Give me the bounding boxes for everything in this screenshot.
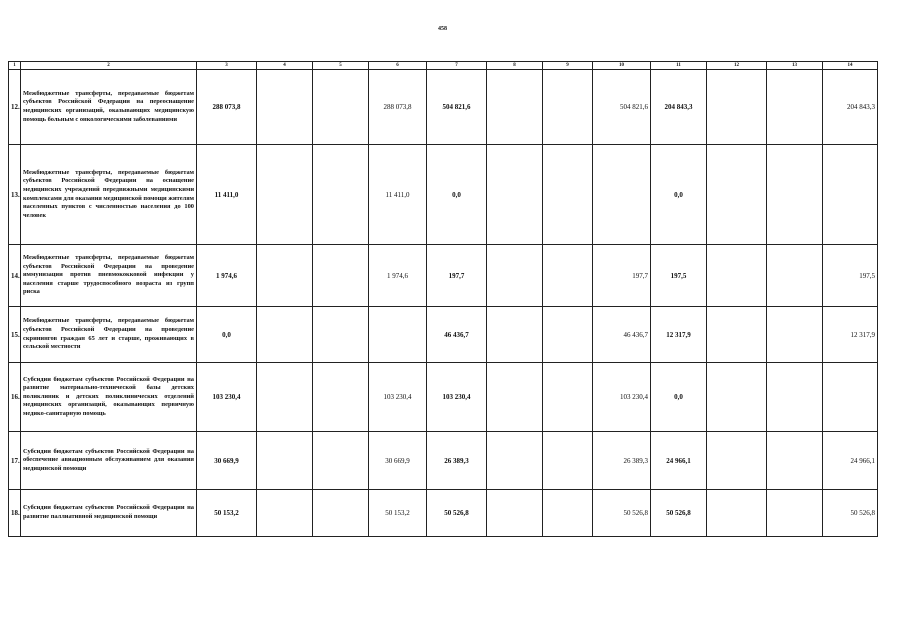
cell-col3: 11 411,0 xyxy=(197,145,257,245)
column-header: 5 xyxy=(313,62,369,70)
cell-col12 xyxy=(707,432,767,490)
cell-col11: 204 843,3 xyxy=(651,70,707,145)
row-description: Субсидии бюджетам субъектов Российской Федерации на развитие паллиативной медицинской помощи xyxy=(21,490,197,537)
cell-col10: 504 821,6 xyxy=(593,70,651,145)
cell-col5 xyxy=(313,363,369,432)
cell-col14 xyxy=(823,145,878,245)
cell-col9 xyxy=(543,70,593,145)
cell-col8 xyxy=(487,245,543,307)
cell-col9 xyxy=(543,363,593,432)
cell-col6: 103 230,4 xyxy=(369,363,427,432)
cell-col3: 1 974,6 xyxy=(197,245,257,307)
cell-col10 xyxy=(593,145,651,245)
cell-col3: 30 669,9 xyxy=(197,432,257,490)
cell-col6: 30 669,9 xyxy=(369,432,427,490)
cell-col14 xyxy=(823,363,878,432)
cell-col5 xyxy=(313,145,369,245)
cell-col8 xyxy=(487,490,543,537)
cell-col7: 0,0 xyxy=(427,145,487,245)
table-row xyxy=(9,145,878,245)
cell-col3: 0,0 xyxy=(197,307,257,363)
cell-col11: 0,0 xyxy=(651,145,707,245)
column-header: 3 xyxy=(197,62,257,70)
column-header: 9 xyxy=(543,62,593,70)
cell-col10: 197,7 xyxy=(593,245,651,307)
cell-col9 xyxy=(543,432,593,490)
column-header: 11 xyxy=(651,62,707,70)
cell-col10: 50 526,8 xyxy=(593,490,651,537)
cell-col5 xyxy=(313,432,369,490)
cell-col14: 50 526,8 xyxy=(823,490,878,537)
cell-col13 xyxy=(767,245,823,307)
cell-col4 xyxy=(257,432,313,490)
cell-col7: 26 389,3 xyxy=(427,432,487,490)
cell-col11: 50 526,8 xyxy=(651,490,707,537)
page-number: 458 xyxy=(438,26,447,32)
cell-col5 xyxy=(313,70,369,145)
row-number: 12. xyxy=(9,70,21,145)
cell-col8 xyxy=(487,70,543,145)
row-number: 14. xyxy=(9,245,21,307)
column-header: 13 xyxy=(767,62,823,70)
cell-col14: 12 317,9 xyxy=(823,307,878,363)
cell-col5 xyxy=(313,307,369,363)
cell-col6: 50 153,2 xyxy=(369,490,427,537)
row-number: 18. xyxy=(9,490,21,537)
cell-col10: 26 389,3 xyxy=(593,432,651,490)
cell-col6: 288 073,8 xyxy=(369,70,427,145)
cell-col12 xyxy=(707,145,767,245)
row-description: Межбюджетные трансферты, передаваемые бюджетам субъектов Российской Федерации на переоснащение медицинских организаций, оказывающих медицинскую помощь больным с онкологическими заболеваниями xyxy=(21,70,197,145)
cell-col12 xyxy=(707,70,767,145)
cell-col13 xyxy=(767,145,823,245)
row-number: 17. xyxy=(9,432,21,490)
cell-col14: 24 966,1 xyxy=(823,432,878,490)
cell-col4 xyxy=(257,245,313,307)
cell-col7: 103 230,4 xyxy=(427,363,487,432)
cell-col3: 50 153,2 xyxy=(197,490,257,537)
cell-col7: 50 526,8 xyxy=(427,490,487,537)
cell-col7: 197,7 xyxy=(427,245,487,307)
cell-col12 xyxy=(707,363,767,432)
cell-col13 xyxy=(767,307,823,363)
cell-col6: 1 974,6 xyxy=(369,245,427,307)
table-row xyxy=(9,363,878,432)
cell-col8 xyxy=(487,363,543,432)
cell-col13 xyxy=(767,363,823,432)
cell-col10: 103 230,4 xyxy=(593,363,651,432)
column-header: 10 xyxy=(593,62,651,70)
row-description: Межбюджетные трансферты, передаваемые бюджетам субъектов Российской Федерации на проведение иммунизации против пневмококковой инфекции у населения старше трудоспособного возраста из групп риска xyxy=(21,245,197,307)
cell-col5 xyxy=(313,245,369,307)
cell-col9 xyxy=(543,245,593,307)
cell-col13 xyxy=(767,490,823,537)
column-number-row xyxy=(9,62,878,70)
cell-col11: 197,5 xyxy=(651,245,707,307)
cell-col4 xyxy=(257,70,313,145)
row-number: 13. xyxy=(9,145,21,245)
column-header: 14 xyxy=(823,62,878,70)
cell-col7: 46 436,7 xyxy=(427,307,487,363)
cell-col10: 46 436,7 xyxy=(593,307,651,363)
cell-col7: 504 821,6 xyxy=(427,70,487,145)
cell-col11: 0,0 xyxy=(651,363,707,432)
cell-col14: 197,5 xyxy=(823,245,878,307)
column-header: 6 xyxy=(369,62,427,70)
table-row xyxy=(9,307,878,363)
cell-col8 xyxy=(487,432,543,490)
cell-col11: 24 966,1 xyxy=(651,432,707,490)
cell-col3: 103 230,4 xyxy=(197,363,257,432)
cell-col12 xyxy=(707,490,767,537)
cell-col12 xyxy=(707,245,767,307)
cell-col13 xyxy=(767,432,823,490)
cell-col4 xyxy=(257,363,313,432)
table-row xyxy=(9,490,878,537)
cell-col4 xyxy=(257,490,313,537)
row-number: 15. xyxy=(9,307,21,363)
budget-table xyxy=(8,61,878,537)
cell-col8 xyxy=(487,307,543,363)
row-description: Межбюджетные трансферты, передаваемые бюджетам субъектов Российской Федерации на оснащение медицинских учреждений передвижными медицинскими комплексами для оказания медицинской помощи жителям населенных пунктов с численностью населения до 100 человек xyxy=(21,145,197,245)
cell-col12 xyxy=(707,307,767,363)
cell-col9 xyxy=(543,307,593,363)
cell-col13 xyxy=(767,70,823,145)
cell-col6: 11 411,0 xyxy=(369,145,427,245)
cell-col9 xyxy=(543,490,593,537)
column-header: 7 xyxy=(427,62,487,70)
cell-col8 xyxy=(487,145,543,245)
column-header: 8 xyxy=(487,62,543,70)
column-header: 1 xyxy=(9,62,21,70)
column-header: 4 xyxy=(257,62,313,70)
table-row xyxy=(9,70,878,145)
cell-col14: 204 843,3 xyxy=(823,70,878,145)
row-description: Межбюджетные трансферты, передаваемые бюджетам субъектов Российской Федерации на проведение скринингов граждан 65 лет и старше, проживающих в сельской местности xyxy=(21,307,197,363)
cell-col4 xyxy=(257,145,313,245)
row-description: Субсидии бюджетам субъектов Российской Федерации на развитие материально-технической базы детских поликлиник и детских поликлинических отделений медицинских организаций, оказывающих первичную медико-санитарную помощь xyxy=(21,363,197,432)
cell-col11: 12 317,9 xyxy=(651,307,707,363)
cell-col6 xyxy=(369,307,427,363)
cell-col4 xyxy=(257,307,313,363)
cell-col9 xyxy=(543,145,593,245)
cell-col3: 288 073,8 xyxy=(197,70,257,145)
column-header: 12 xyxy=(707,62,767,70)
cell-col5 xyxy=(313,490,369,537)
table-row xyxy=(9,245,878,307)
table-row xyxy=(9,432,878,490)
row-number: 16. xyxy=(9,363,21,432)
row-description: Субсидии бюджетам субъектов Российской Федерации на обеспечение авиационным обслуживанием для оказания медицинской помощи xyxy=(21,432,197,490)
column-header: 2 xyxy=(21,62,197,70)
